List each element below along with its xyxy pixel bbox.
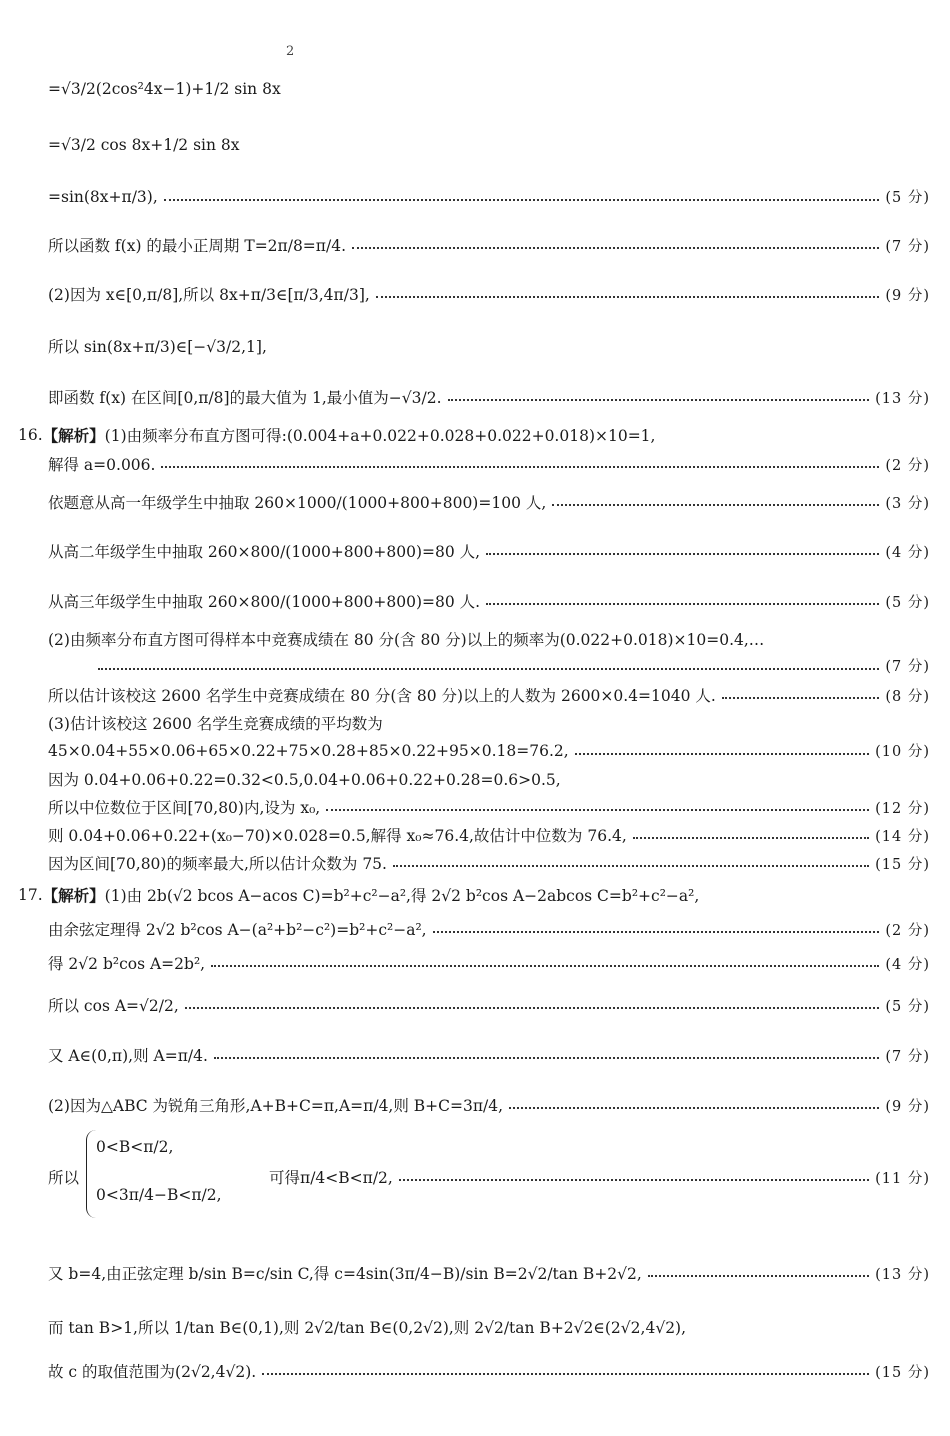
line-text: =sin(8x+π/3),	[48, 187, 158, 206]
score: (7 分)	[885, 1048, 930, 1065]
leader-dots	[648, 1275, 869, 1277]
line-text: 所以	[48, 1169, 80, 1187]
score: (9 分)	[885, 287, 930, 304]
score: (7 分)	[885, 659, 930, 675]
line-26	[48, 1044, 930, 1066]
leader-dots	[161, 466, 879, 468]
line-24	[48, 952, 930, 974]
score: (12 分)	[875, 800, 930, 817]
leader-dots	[448, 399, 870, 401]
line-text: 即函数 f(x) 在区间[0,π/8]的最大值为 1,最小值为−√3/2.	[48, 389, 442, 407]
score: (9 分)	[885, 1098, 930, 1115]
problem-number: 17.	[18, 886, 43, 904]
line-25	[48, 994, 930, 1016]
line-text: 又 b=4,由正弦定理 b/sin B=c/sin C,得 c=4sin(3π/4−B)/sin B=2√2/tan B+2√2,	[48, 1265, 642, 1283]
line-text: (2)由频率分布直方图可得样本中竞赛成绩在 80 分(含 80 分)以上的频率为(0.022+0.018)×10=0.4,…	[48, 631, 765, 649]
line-text: 依题意从高一年级学生中抽取 260×1000/(1000+800+800)=100 人,	[48, 494, 547, 512]
line-18	[48, 768, 930, 790]
line-20	[48, 824, 930, 846]
line-text: 所以中位数位于区间[70,80)内,设为 x₀,	[48, 799, 321, 817]
line-31	[48, 1360, 930, 1382]
problem-17-start	[18, 884, 930, 906]
line-15	[48, 684, 930, 706]
line-text: 从高三年级学生中抽取 260×800/(1000+800+800)=80 人.	[48, 593, 481, 611]
line-text: 而 tan B>1,所以 1/tan B∈(0,1),则 2√2/tan B∈(0,2√2),则 2√2/tan B+2√2∈(2√2,4√2),	[48, 1319, 687, 1337]
score: (15 分)	[875, 1364, 930, 1381]
line-text: (1)由 2b(√2 bcos A−acos C)=b²+c²−a²,得 2√2 b²cos A−2abcos C=b²+c²−a²,	[104, 887, 700, 905]
leader-dots	[98, 668, 879, 670]
leader-dots	[433, 931, 880, 933]
line-text: 故 c 的取值范围为(2√2,4√2).	[48, 1363, 257, 1381]
line-17	[48, 740, 930, 761]
leader-dots	[633, 837, 869, 839]
leader-dots	[486, 603, 879, 605]
leader-dots	[185, 1007, 880, 1009]
line-text: 又 A∈(0,π),则 A=π/4.	[48, 1047, 208, 1065]
line-text: 45×0.04+55×0.06+65×0.22+75×0.28+85×0.22+95×0.18=76.2,	[48, 741, 569, 760]
system-row-1: 0<B<π/2,	[96, 1138, 174, 1156]
line-16	[48, 712, 930, 734]
score: (10 分)	[875, 744, 930, 760]
line-text: 解得 a=0.006.	[48, 456, 156, 474]
line-text: 从高二年级学生中抽取 260×800/(1000+800+800)=80 人,	[48, 543, 481, 561]
line-11	[48, 540, 930, 562]
leader-dots	[509, 1107, 879, 1109]
problem-16-start	[18, 424, 930, 446]
line-text: (2)因为△ABC 为锐角三角形,A+B+C=π,A=π/4,则 B+C=3π/4,	[48, 1097, 504, 1115]
score: (13 分)	[875, 390, 930, 407]
line-1	[48, 80, 930, 98]
line-text: 因为 0.04+0.06+0.22=0.32<0.5,0.04+0.06+0.22+0.28=0.6>0.5,	[48, 771, 561, 789]
line-14	[92, 655, 930, 676]
line-12	[48, 590, 930, 612]
line-text: =√3/2 cos 8x+1/2 sin 8x	[48, 136, 240, 154]
leader-dots	[164, 199, 880, 201]
leader-dots	[486, 553, 879, 555]
line-13	[48, 628, 930, 650]
score: (7 分)	[885, 238, 930, 255]
line-text: 得 2√2 b²cos A=2b²,	[48, 955, 206, 973]
problem-number: 16.	[18, 426, 43, 444]
score: (5 分)	[885, 594, 930, 611]
line-text: 则 0.04+0.06+0.22+(x₀−70)×0.028=0.5,解得 x₀≈76.4,故估计中位数为 76.4,	[48, 827, 627, 845]
leader-dots	[575, 753, 869, 755]
leader-dots	[376, 296, 880, 298]
leader-dots	[262, 1373, 869, 1375]
score: (8 分)	[885, 688, 930, 705]
line-text: 因为区间[70,80)的频率最大,所以估计众数为 75.	[48, 855, 387, 873]
leader-dots	[214, 1057, 879, 1059]
line-9	[48, 453, 930, 475]
line-27	[48, 1094, 930, 1116]
line-text: =√3/2(2cos²4x−1)+1/2 sin 8x	[48, 80, 281, 98]
analysis-tag: 【解析】	[42, 426, 105, 445]
leader-dots	[352, 247, 879, 249]
line-text: (3)估计该校这 2600 名学生竞赛成绩的平均数为	[48, 715, 383, 733]
system-row-2: 0<3π/4−B<π/2,	[96, 1186, 222, 1204]
line-23	[48, 918, 930, 940]
score: (3 分)	[885, 495, 930, 512]
score: (2 分)	[885, 457, 930, 474]
leader-dots	[722, 697, 879, 699]
line-30	[48, 1316, 930, 1338]
line-19	[48, 796, 930, 818]
score: (15 分)	[875, 856, 930, 873]
score: (5 分)	[885, 190, 930, 206]
line-28	[48, 1166, 930, 1188]
line-text: 所以估计该校这 2600 名学生中竞赛成绩在 80 分(含 80 分)以上的人数为 2600×0.4=1040 人.	[48, 687, 716, 705]
line-21	[48, 852, 930, 874]
score: (4 分)	[885, 544, 930, 561]
analysis-tag: 【解析】	[42, 886, 105, 905]
leader-dots	[552, 504, 879, 506]
line-text: 所以函数 f(x) 的最小正周期 T=2π/8=π/4.	[48, 237, 346, 255]
line-tail: 可得π/4<B<π/2,	[269, 1169, 393, 1187]
line-text: (1)由频率分布直方图可得:(0.004+a+0.022+0.028+0.022+0.018)×10=1,	[104, 427, 656, 445]
score: (11 分)	[875, 1170, 930, 1187]
line-6	[48, 335, 930, 357]
leader-dots	[393, 865, 869, 867]
leader-dots	[399, 1179, 869, 1181]
line-29	[48, 1262, 930, 1284]
line-text: 所以 cos A=√2/2,	[48, 997, 179, 1015]
line-2	[48, 136, 930, 154]
line-text: 由余弦定理得 2√2 b²cos A−(a²+b²−c²)=b²+c²−a²,	[48, 921, 427, 939]
line-7	[48, 386, 930, 408]
line-10	[48, 491, 930, 513]
leader-dots	[326, 809, 869, 811]
line-5	[48, 283, 930, 305]
score: (13 分)	[875, 1266, 930, 1283]
score: (4 分)	[885, 956, 930, 973]
line-text: (2)因为 x∈[0,π/8],所以 8x+π/3∈[π/3,4π/3],	[48, 286, 370, 304]
line-text: 所以 sin(8x+π/3)∈[−√3/2,1],	[48, 338, 267, 356]
line-3	[48, 186, 930, 207]
header-mark: 2	[286, 44, 295, 59]
leader-dots	[211, 965, 879, 967]
score: (2 分)	[885, 922, 930, 939]
score: (5 分)	[885, 998, 930, 1015]
line-4	[48, 234, 930, 256]
score: (14 分)	[875, 828, 930, 845]
